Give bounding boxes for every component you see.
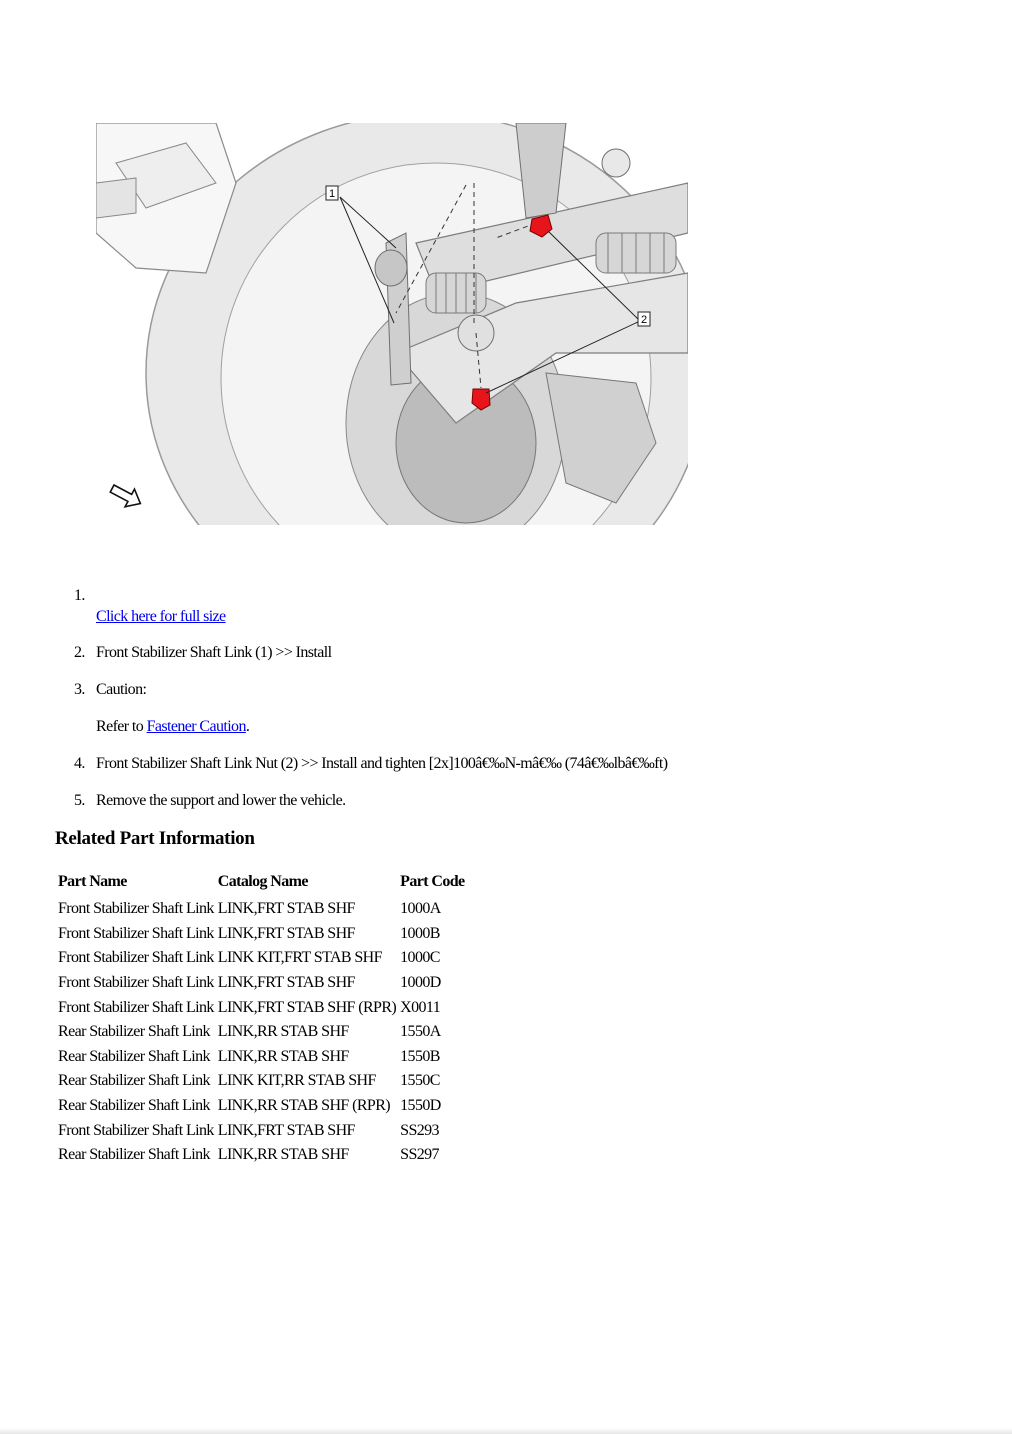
- catalog-name-cell: LINK,FRT STAB SHF: [217, 974, 355, 992]
- part-code-cell: 1550D: [400, 1097, 441, 1115]
- column-header-catalog-name: Catalog Name: [217, 872, 308, 890]
- callout-1-label: [326, 186, 338, 200]
- table-row: [56, 1094, 467, 1119]
- part-name-cell: Front Stabilizer Shaft Link: [58, 1121, 214, 1139]
- part-code-cell: SS297: [400, 1146, 439, 1164]
- step-text: Remove the support and lower the vehicle.: [96, 792, 346, 809]
- part-code-cell: X0011: [400, 998, 441, 1016]
- catalog-name-cell: LINK KIT,RR STAB SHF: [217, 1072, 376, 1090]
- callout-2-label: [638, 312, 650, 326]
- part-name-cell: Front Stabilizer Shaft Link: [58, 924, 214, 942]
- catalog-name-cell: LINK,FRT STAB SHF: [217, 924, 355, 942]
- table-row: [56, 922, 467, 947]
- part-name-cell: Rear Stabilizer Shaft Link: [58, 1072, 210, 1090]
- part-name-cell: Rear Stabilizer Shaft Link: [58, 1146, 210, 1164]
- table-header-row: [56, 872, 467, 897]
- catalog-name-cell: LINK,FRT STAB SHF (RPR): [217, 998, 397, 1016]
- table-row: [56, 1069, 467, 1094]
- step-number: 2.: [74, 644, 85, 661]
- part-code-cell: 1000A: [400, 900, 441, 918]
- part-code-cell: 1000C: [400, 949, 440, 967]
- catalog-name-cell: LINK,FRT STAB SHF: [217, 1121, 355, 1139]
- step-number: 5.: [74, 792, 85, 809]
- catalog-name-cell: LINK KIT,FRT STAB SHF: [217, 949, 382, 967]
- refer-suffix: .: [245, 718, 250, 735]
- caution-label: Caution:: [96, 681, 147, 698]
- part-name-cell: Front Stabilizer Shaft Link: [58, 974, 214, 992]
- related-parts-heading: Related Part Information: [55, 828, 255, 849]
- catalog-name-cell: LINK,RR STAB SHF: [217, 1023, 349, 1041]
- catalog-name-cell: LINK,FRT STAB SHF: [217, 900, 355, 918]
- catalog-name-cell: LINK,RR STAB SHF: [217, 1047, 349, 1065]
- table-row: [56, 1143, 467, 1168]
- suspension-diagram: [96, 123, 688, 525]
- step-1: [58, 586, 978, 623]
- step-text: Front Stabilizer Shaft Link (1) >> Install: [96, 644, 332, 661]
- procedure-steps: [58, 586, 978, 810]
- table-row: [56, 1020, 467, 1045]
- page-bottom-edge: [0, 1428, 1012, 1434]
- refer-prefix: Refer to: [96, 718, 147, 735]
- step-4: [58, 754, 978, 773]
- part-name-cell: Front Stabilizer Shaft Link: [58, 949, 214, 967]
- step-number: 1.: [74, 587, 85, 604]
- table-row: [56, 1118, 467, 1143]
- part-code-cell: 1550A: [400, 1023, 441, 1041]
- suspension-illustration: [96, 123, 688, 525]
- svg-text:1: 1: [328, 188, 336, 200]
- step-text: Front Stabilizer Shaft Link Nut (2) >> Install and tighten [2x]100â€‰N-mâ€‰ (74â€‰lbâ€‰ft): [96, 755, 668, 772]
- catalog-name-cell: LINK,RR STAB SHF (RPR): [217, 1097, 391, 1115]
- svg-text:2: 2: [640, 314, 648, 326]
- table-row: [56, 971, 467, 996]
- part-code-cell: 1000B: [400, 924, 440, 942]
- part-name-cell: Rear Stabilizer Shaft Link: [58, 1023, 210, 1041]
- table-row: [56, 897, 467, 922]
- table-row: [56, 946, 467, 971]
- part-code-cell: 1550C: [400, 1072, 440, 1090]
- column-header-part-name: Part Name: [58, 872, 127, 890]
- part-code-cell: SS293: [400, 1121, 439, 1139]
- part-name-cell: Rear Stabilizer Shaft Link: [58, 1097, 210, 1115]
- caution-reference: [96, 717, 978, 736]
- step-number: 3.: [74, 681, 85, 698]
- step-2: [58, 643, 978, 662]
- part-code-cell: 1550B: [400, 1047, 440, 1065]
- part-code-cell: 1000D: [400, 974, 441, 992]
- table-row: [56, 1045, 467, 1070]
- full-size-link[interactable]: Click here for full size: [96, 608, 226, 625]
- column-header-part-code: Part Code: [400, 872, 465, 890]
- step-5: [58, 791, 978, 810]
- step-3: [58, 680, 978, 736]
- part-name-cell: Rear Stabilizer Shaft Link: [58, 1047, 210, 1065]
- part-name-cell: Front Stabilizer Shaft Link: [58, 900, 214, 918]
- step-number: 4.: [74, 755, 85, 772]
- catalog-name-cell: LINK,RR STAB SHF: [217, 1146, 349, 1164]
- related-parts-table: [56, 872, 467, 1168]
- table-row: [56, 995, 467, 1020]
- part-name-cell: Front Stabilizer Shaft Link: [58, 998, 214, 1016]
- fastener-caution-link[interactable]: Fastener Caution: [146, 718, 246, 735]
